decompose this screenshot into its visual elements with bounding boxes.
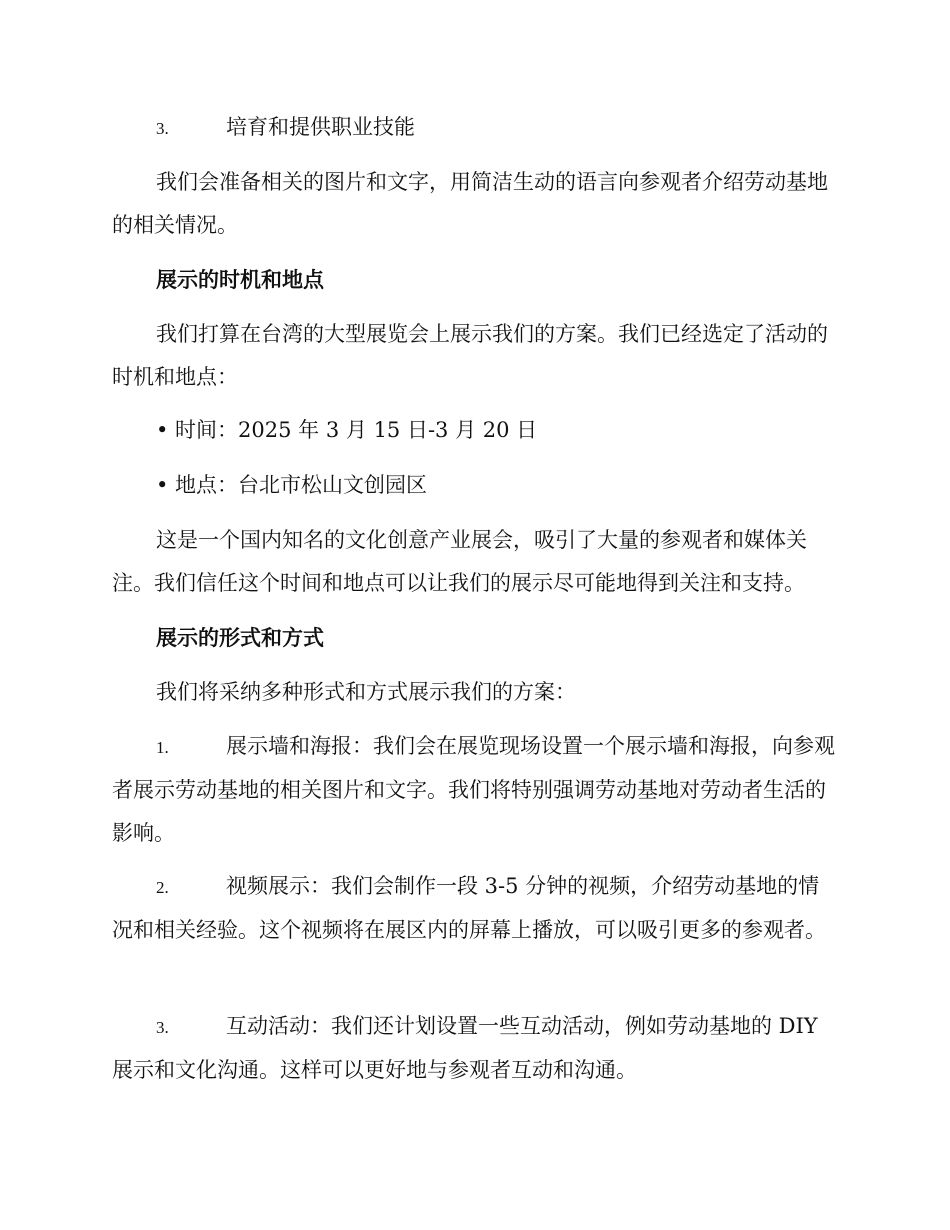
section-heading-format: 展示的形式和方式 — [156, 625, 324, 650]
item-text: 视频展示：我们会制作一段 3-5 分钟的视频，介绍劳动基地的情况和相关经验。这个视频将在展区内的屏幕上播放，可以吸引更多的参观者。 — [112, 874, 826, 942]
item-number: 1. — [156, 738, 169, 757]
item-text: 展示墙和海报：我们会在展览现场设置一个展示墙和海报，向参观者展示劳动基地的相关图片和文字。我们将特别强调劳动基地对劳动者生活的影响。 — [112, 734, 835, 845]
bullet-time: • 时间：2025 年 3 月 15 日-3 月 20 日 — [156, 418, 538, 442]
item-text: 互动活动：我们还计划设置一些互动活动，例如劳动基地的 DIY 展示和文化沟通。这样可以更好地与参观者互动和沟通。 — [112, 1014, 818, 1082]
section-heading-timing: 展示的时机和地点 — [156, 267, 324, 292]
timing-closing-paragraph: 这是一个国内知名的文化创意产业展会，吸引了大量的参观者和媒体关注。我们信任这个时间和地点可以让我们的展示尽可能地得到关注和支持。 — [112, 528, 807, 595]
numbered-item-2-video — [112, 865, 836, 952]
item-text: 培育和提供职业技能 — [226, 115, 415, 139]
timing-paragraph: 我们打算在台湾的大型展览会上展示我们的方案。我们已经选定了活动的时机和地点： — [112, 322, 828, 389]
numbered-item-3-skills — [112, 106, 836, 150]
item-number: 3. — [156, 119, 169, 138]
numbered-item-1-display-wall — [112, 725, 836, 855]
item-number: 3. — [156, 1018, 169, 1037]
format-intro-paragraph: 我们将采纳多种形式和方式展示我们的方案： — [156, 680, 576, 704]
bullet-location: • 地点：台北市松山文创园区 — [156, 473, 428, 497]
item-number: 2. — [156, 878, 169, 897]
intro-paragraph: 我们会准备相关的图片和文字，用简洁生动的语言向参观者介绍劳动基地的相关情况。 — [112, 170, 828, 237]
numbered-item-3-interactive — [112, 1005, 836, 1092]
